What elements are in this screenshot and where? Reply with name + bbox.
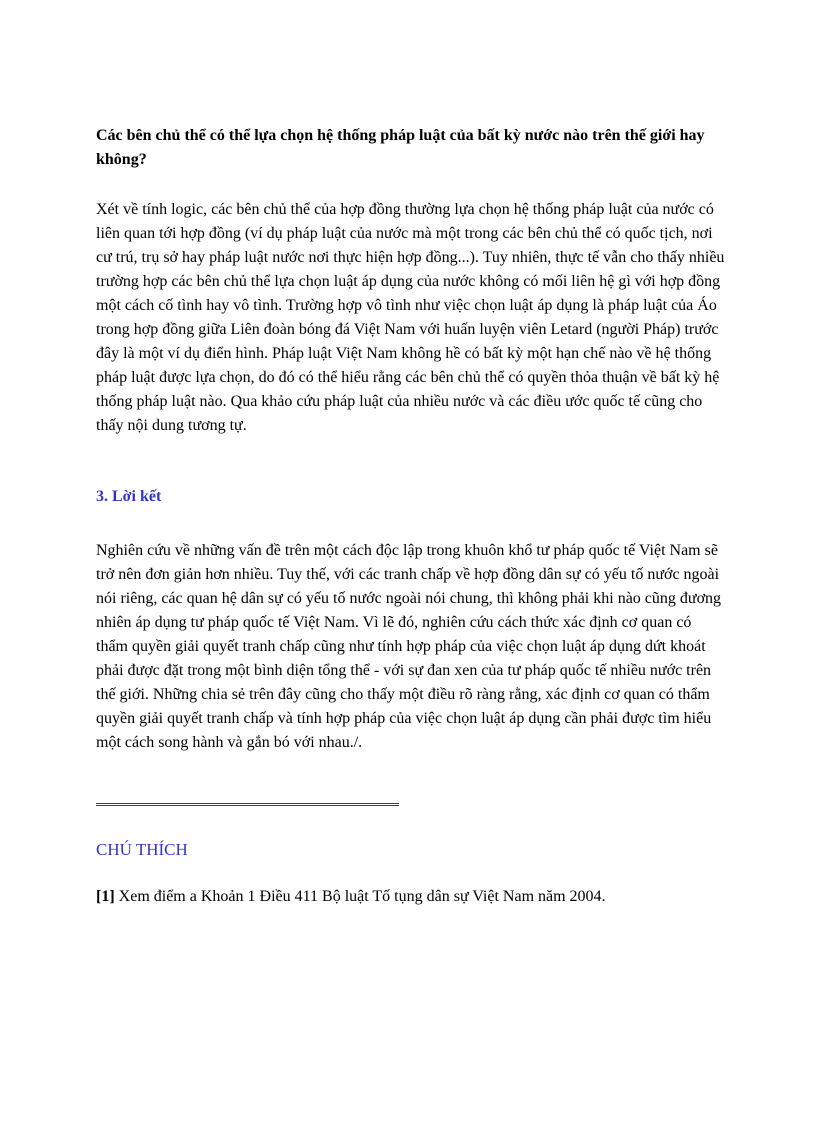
footnote-mark[interactable]: [1] xyxy=(96,888,115,905)
question-heading: Các bên chủ thể có thể lựa chọn hệ thống pháp luật của bất kỳ nước nào trên thế giới hay không? xyxy=(96,127,705,168)
section-heading-conclusion: 3. Lời kết xyxy=(96,488,162,505)
document-body xyxy=(96,124,726,909)
footnote-1 xyxy=(96,885,726,909)
footnote-separator xyxy=(96,803,399,806)
notes-heading: CHÚ THÍCH xyxy=(96,840,188,859)
footnote-text: Xem điểm a Khoản 1 Điều 411 Bộ luật Tố tụng dân sự Việt Nam năm 2004. xyxy=(114,888,606,905)
paragraph-conclusion: Nghiên cứu về những vấn đề trên một cách độc lập trong khuôn khổ tư pháp quốc tế Việt Nam sẽ trở nên đơn giản hơn nhiều. Tuy thế, với các tranh chấp về hợp đồng dân sự có yếu tố nước ngoài nói riêng, các quan hệ dân sự có yếu tố nước ngoài nói chung, thì không phải khi nào cũng đương nhiên áp dụng tư pháp quốc tế Việt Nam. Vì lẽ đó, nghiên cứu cách thức xác định cơ quan có thẩm quyền giải quyết tranh chấp cũng như tính hợp pháp của việc chọn luật áp dụng dứt khoát phải được đặt trong một bình diện tổng thể - với sự đan xen của tư pháp quốc tế nhiều nước trên thế giới. Những chia sẻ trên đây cũng cho thấy một điều rõ ràng rằng, xác định cơ quan có thẩm quyền giải quyết tranh chấp và tính hợp pháp của việc chọn luật áp dụng cần phải được tìm hiểu một cách song hành và gắn bó với nhau./. xyxy=(96,542,722,751)
paragraph-choice-of-law: Xét về tính logic, các bên chủ thể của hợp đồng thường lựa chọn hệ thống pháp luật của nước có liên quan tới hợp đồng (ví dụ pháp luật của nước mà một trong các bên chủ thể có quốc tịch, nơi cư trú, trụ sở hay pháp luật nước nơi thực hiện hợp đồng...). Tuy nhiên, thực tế vẫn cho thấy nhiều trường hợp các bên chủ thể lựa chọn luật áp dụng của nước không có mối liên hệ gì với hợp đồng một cách cố tình hay vô tình. Trường hợp vô tình như việc chọn luật áp dụng là pháp luật của Áo trong hợp đồng giữa Liên đoàn bóng đá Việt Nam với huấn luyện viên Letard (người Pháp) trước đây là một ví dụ điển hình. Pháp luật Việt Nam không hề có bất kỳ một hạn chế nào về hệ thống pháp luật được lựa chọn, do đó có thể hiểu rằng các bên chủ thể có quyền thỏa thuận về bất kỳ hệ thống pháp luật nào. Qua khảo cứu pháp luật của nhiều nước và các điều ước quốc tế cũng cho thấy nội dung tương tự. xyxy=(96,201,725,434)
